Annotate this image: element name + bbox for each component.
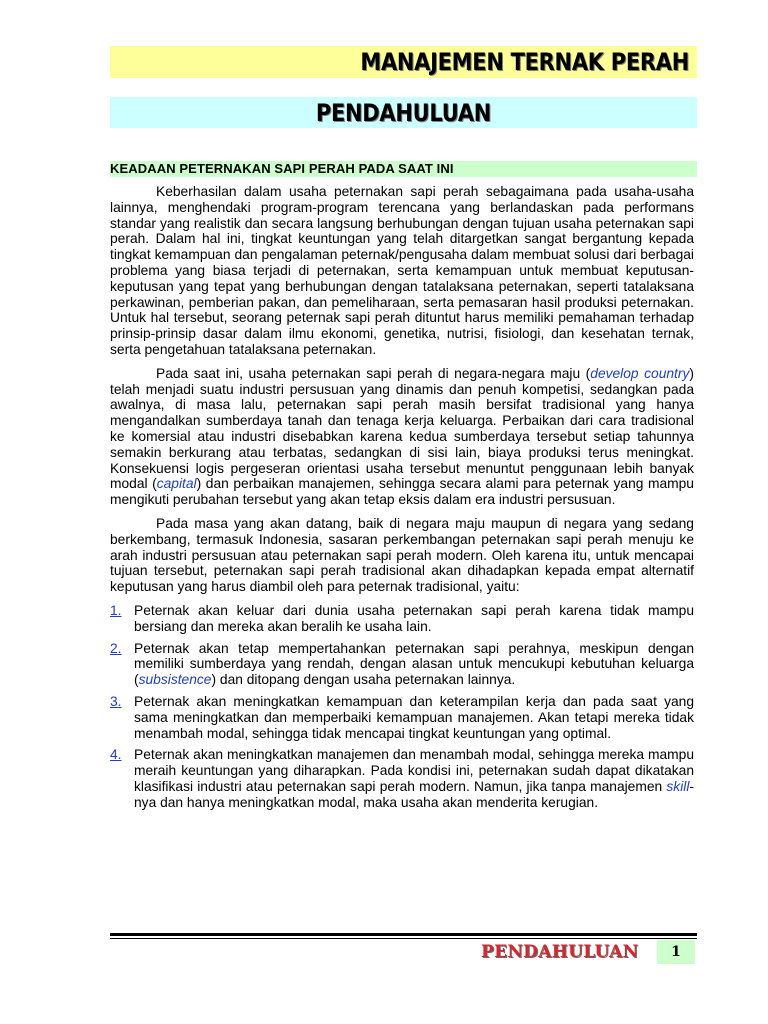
footer-rule bbox=[110, 933, 697, 939]
list-item bbox=[110, 694, 694, 741]
term-capital: capital bbox=[156, 476, 197, 492]
paragraph-2 bbox=[110, 366, 694, 508]
list-item-number: 4. bbox=[110, 747, 122, 763]
options-list bbox=[110, 603, 694, 811]
list-item-text: Peternak akan tetap mempertahankan peternakan sapi perahnya, meskipun dengan memiliki sumberdaya yang rendah, dengan alasan untuk mencukupi kebutuhan keluarga ( bbox=[134, 640, 694, 688]
term-develop-country: develop country bbox=[590, 365, 690, 381]
paragraph-2-part-b: ) telah menjadi suatu industri persusuan yang dinamis dan penuh kompetisi, sedangkan pada awalnya, di masa lalu, peternakan sapi perah masih bersifat tradisional yang hanya mengandalkan sumberdaya tanah dan tenaga kerja keluarga. Perbaikan dari cara tradisional ke komersial atau industri disebabkan karena kedua sumberdaya tersebut setiap tahunnya semakin berkurang atau terbatas, sedangkan di sisi lain, biaya produksi terus meningkat. Konsekuensi logis pergeseran orientasi usaha tersebut menuntut penggunaan lebih banyak modal ( bbox=[110, 365, 694, 492]
document-title: MANAJEMEN TERNAK PERAH bbox=[360, 48, 689, 76]
term-subsistence: subsistence bbox=[138, 672, 212, 688]
chapter-banner bbox=[110, 97, 697, 128]
list-item bbox=[110, 747, 694, 810]
page-number: 1 bbox=[657, 940, 695, 964]
list-item bbox=[110, 603, 694, 635]
body-text bbox=[110, 184, 694, 816]
section-heading: KEADAAN PETERNAKAN SAPI PERAH PADA SAAT INI bbox=[110, 161, 697, 177]
list-item bbox=[110, 641, 694, 688]
paragraph-2-part-a: Pada saat ini, usaha peternakan sapi perah di negara-negara maju ( bbox=[156, 365, 591, 381]
list-item-number: 2. bbox=[110, 640, 122, 656]
paragraph-1: Keberhasilan dalam usaha peternakan sapi perah sebagaimana pada usaha-usaha lainnya, menghendaki program-program terencana yang berlandaskan pada performans standar yang realistik dan secara langsung berhubungan dengan tujuan usaha peternakan sapi perah. Dalam hal ini, tingkat keuntungan yang telah ditargetkan sangat bergantung kepada tingkat kemampuan dan pengalaman peternak/pengusaha dalam membuat solusi dari berbagai problema yang biasa terjadi di peternakan, serta kemampuan untuk membuat keputusan-keputusan yang tepat yang berhubungan dengan tatalaksana peternakan, seperti tatalaksana perkawinan, pemberian pakan, dan pemeliharaan, serta pemasaran hasil produksi peternakan. Untuk hal tersebut, seorang peternak sapi perah dituntut harus memiliki pemahaman terhadap prinsip-prinsip dasar dalam ilmu ekonomi, genetika, nutrisi, fisiologi, dan kesehatan ternak, serta pengetahuan tatalaksana peternakan. bbox=[110, 184, 694, 357]
list-item-text-cont: -nya dan hanya meningkatkan modal, maka usaha akan menderita kerugian. bbox=[134, 778, 694, 810]
list-item-text: Peternak akan meningkatkan kemampuan dan keterampilan kerja dan pada saat yang sama meningkatkan dan memperbaiki kemampuan manajemen. Akan tetapi mereka tidak menambah modal, sehingga tidak mencapai tingkat keuntungan yang optimal. bbox=[134, 693, 694, 741]
title-banner bbox=[110, 46, 697, 78]
list-item-text-cont: ) dan ditopang dengan usaha peternakan lainnya. bbox=[211, 672, 516, 688]
list-item-text: Peternak akan meningkatkan manajemen dan menambah modal, sehingga mereka mampu meraih keuntungan yang diharapkan. Pada kondisi ini, peternakan sudah dapat dikatakan klasifikasi industri atau peternakan sapi perah modern. Namun, jika tanpa manajemen bbox=[134, 747, 694, 794]
list-item-text: Peternak akan keluar dari dunia usaha peternakan sapi perah karena tidak mampu bersiang dan mereka akan beralih ke usaha lain. bbox=[134, 602, 694, 634]
footer-chapter-title: PENDAHULUAN bbox=[481, 942, 639, 962]
list-item-number: 3. bbox=[110, 693, 122, 709]
list-item-number: 1. bbox=[110, 602, 122, 618]
paragraph-3: Pada masa yang akan datang, baik di negara maju maupun di negara yang sedang berkembang, termasuk Indonesia, sasaran perkembangan peternakan sapi perah menuju ke arah industri persusuan atau peternakan sapi perah modern. Oleh karena itu, untuk mencapai tujuan tersebut, peternakan sapi perah tradisional akan dihadapkan kepada empat alternatif keputusan yang harus diambil oleh para peternak tradisional, yaitu: bbox=[110, 515, 694, 595]
term-skill: skill bbox=[666, 778, 690, 794]
paragraph-2-part-c: ) dan perbaikan manajemen, sehingga secara alami para peternak yang mampu mengikuti perubahan tersebut yang akan tetap eksis dalam era industri persusuan. bbox=[110, 476, 694, 508]
chapter-title: PENDAHULUAN bbox=[315, 98, 492, 127]
